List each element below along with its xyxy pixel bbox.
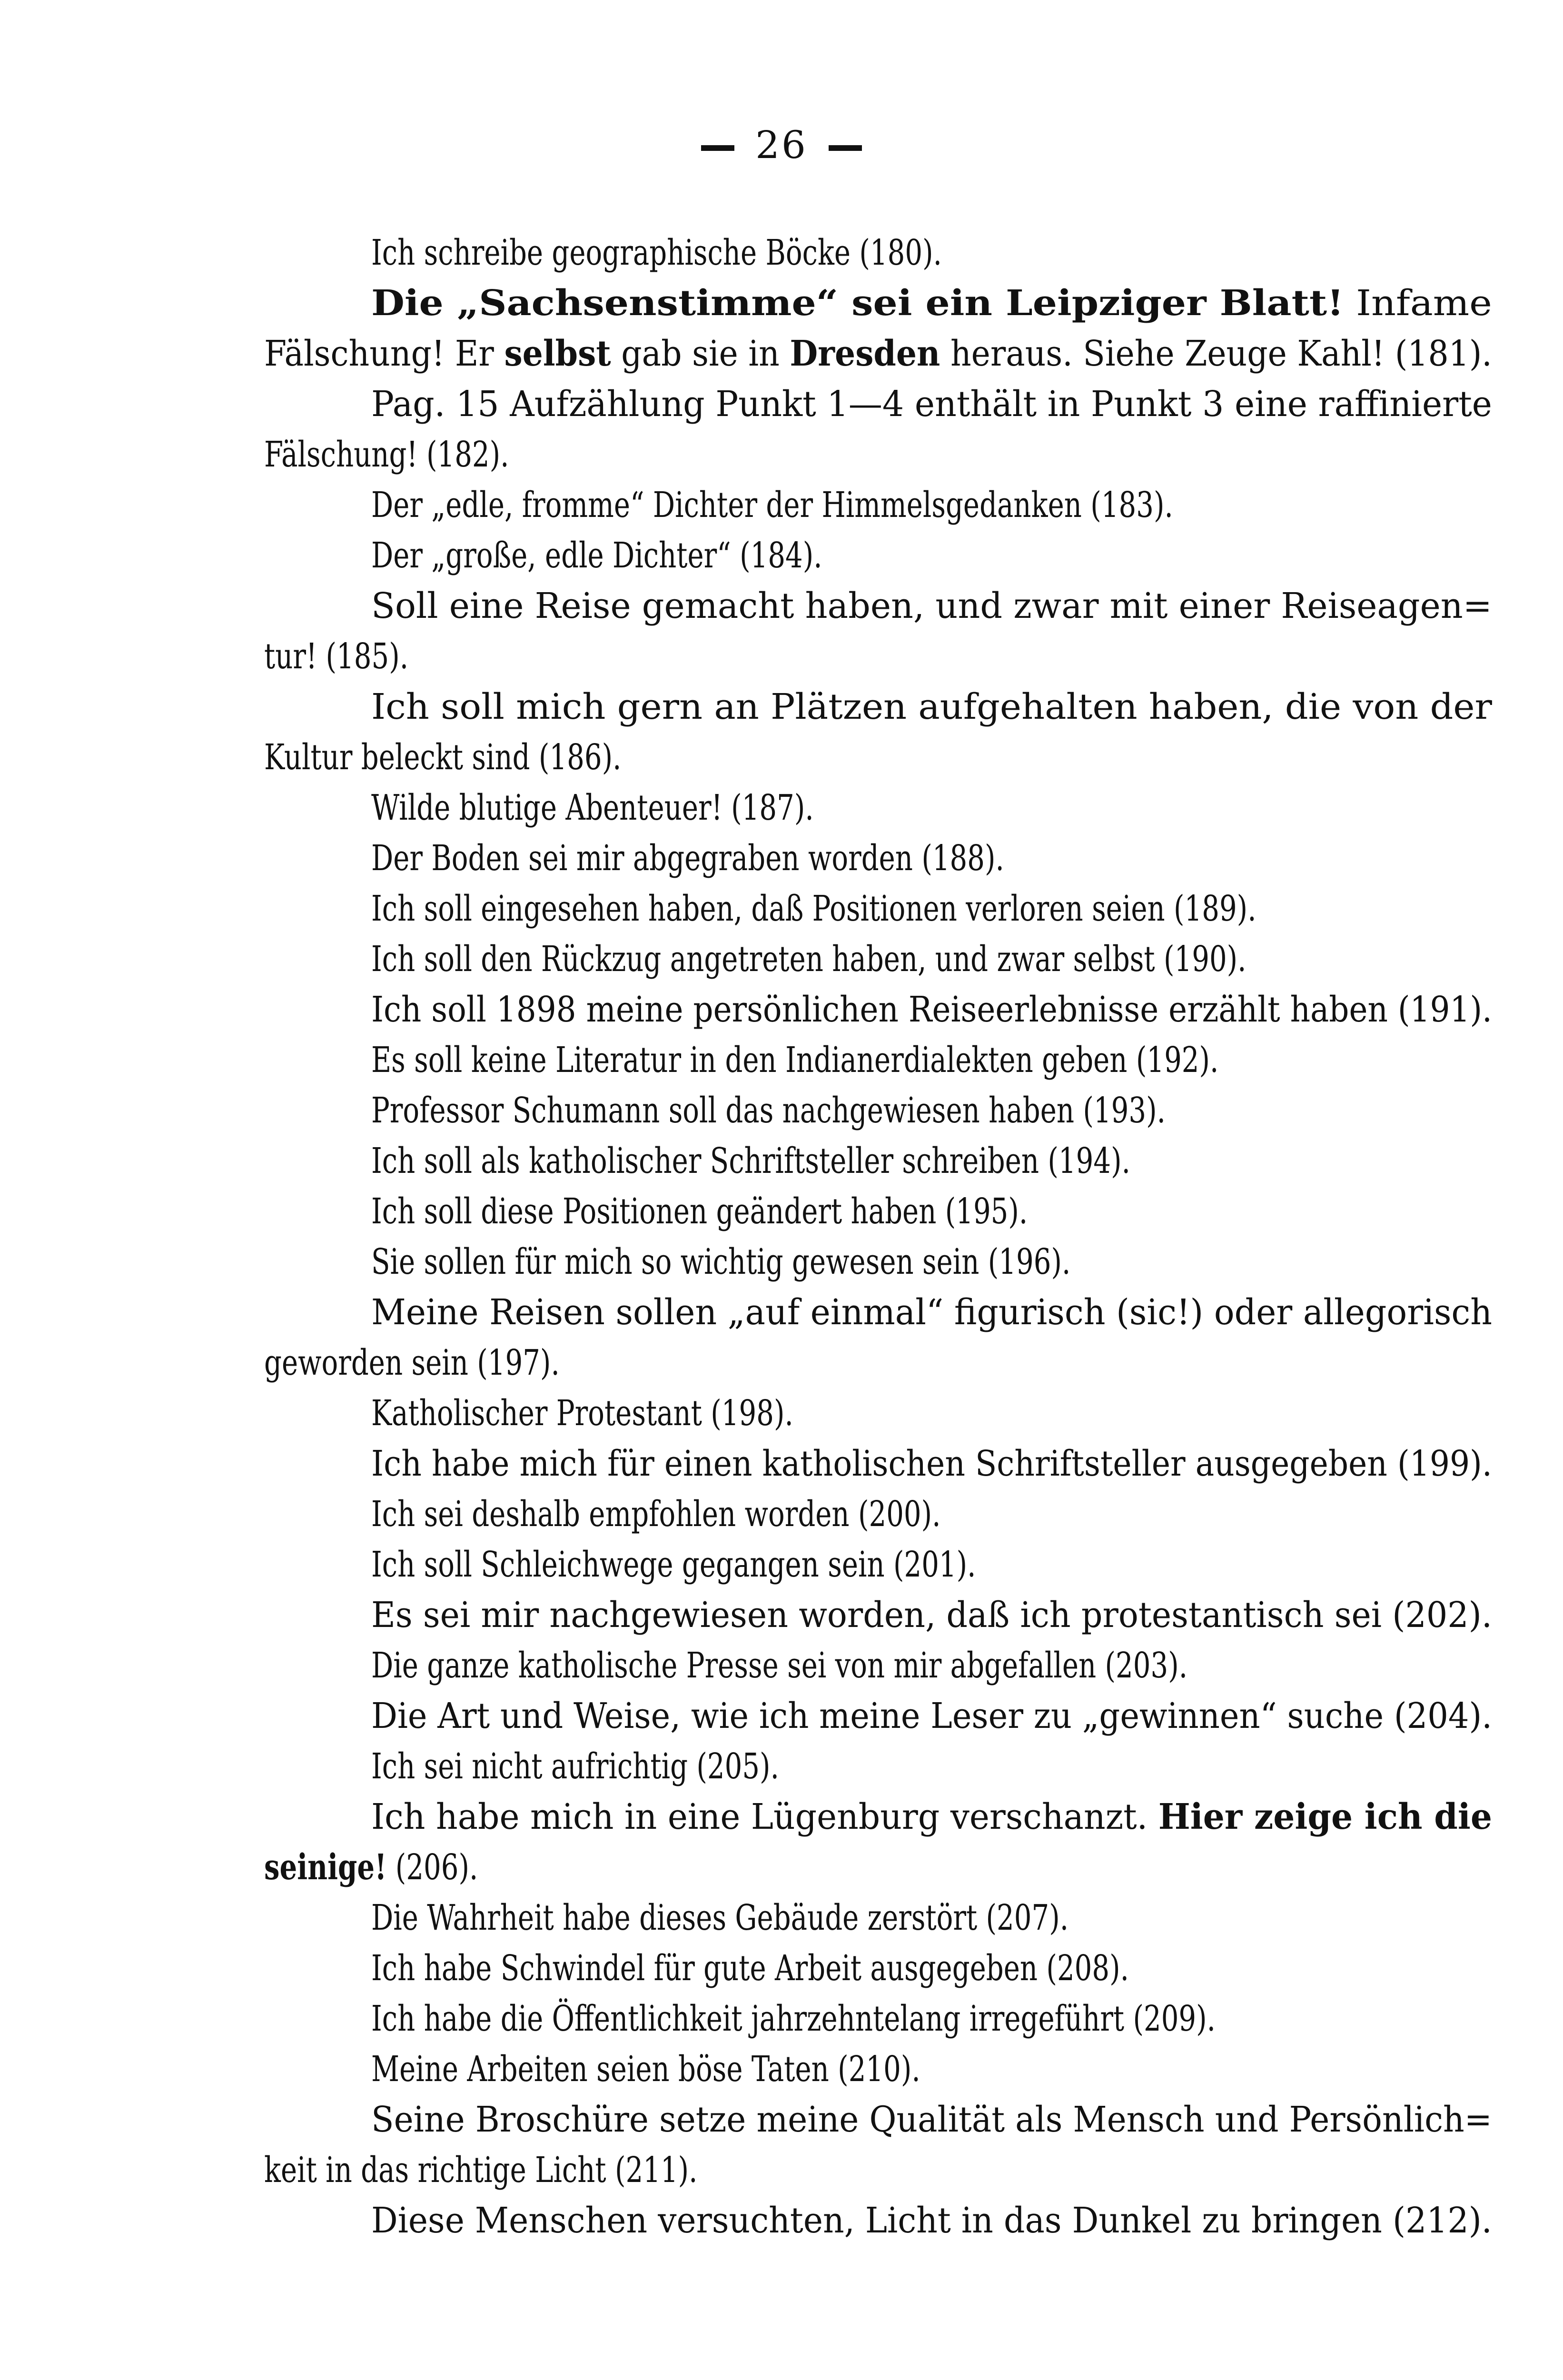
text-line-content bbox=[371, 1590, 1492, 1640]
text-line-content bbox=[371, 934, 1246, 984]
text-segment: heraus. Siehe Zeuge Kahl! (181). bbox=[940, 333, 1492, 374]
text-line-content bbox=[264, 732, 621, 783]
text-line bbox=[264, 1993, 1492, 2044]
text-line bbox=[264, 1186, 1492, 1237]
text-segment: Ich soll Schleichwege gegangen sein (201). bbox=[371, 1544, 976, 1585]
text-segment: Ich schreibe geographische Böcke (180). bbox=[371, 232, 942, 273]
text-line bbox=[264, 278, 1492, 328]
text-segment: Meine Reisen sollen „auf einmal“ figurisch (sic!) oder allegorisch bbox=[371, 1292, 1493, 1333]
text-line bbox=[264, 1035, 1492, 1085]
text-line-content bbox=[371, 2094, 1492, 2145]
page-number bbox=[0, 119, 1563, 171]
text-line bbox=[264, 429, 1492, 480]
text-line bbox=[264, 883, 1492, 934]
text-line-content bbox=[371, 1186, 1028, 1237]
text-line-content bbox=[371, 883, 1256, 934]
text-segment: Fälschung! (182). bbox=[264, 434, 509, 475]
text-line-content bbox=[371, 1893, 1068, 1943]
text-line bbox=[264, 1085, 1492, 1136]
text-segment: Kultur beleckt sind (186). bbox=[264, 737, 622, 778]
text-line bbox=[264, 1237, 1492, 1287]
emphasized-text: seinige! bbox=[264, 1847, 387, 1888]
text-segment: Die Art und Weise, wie ich meine Leser zu „gewinnen“ suche (204). bbox=[371, 1696, 1493, 1736]
text-line-content bbox=[264, 1338, 560, 1388]
text-line-content bbox=[371, 379, 1492, 429]
text-segment: Ich sei nicht aufrichtig (205). bbox=[371, 1746, 779, 1787]
text-line bbox=[264, 581, 1492, 631]
text-line-content bbox=[371, 228, 942, 278]
text-line-content bbox=[371, 530, 822, 581]
text-line-content bbox=[371, 1691, 1492, 1741]
emphasized-text: Hier zeige ich die bbox=[1158, 1796, 1492, 1837]
text-segment: Sie sollen für mich so wichtig gewesen sein (196). bbox=[371, 1241, 1071, 1282]
text-segment: Pag. 15 Aufzählung Punkt 1—4 enthält in Punkt 3 eine raffinierte bbox=[371, 384, 1492, 425]
text-segment: Ich habe Schwindel für gute Arbeit ausgegeben (208). bbox=[371, 1948, 1129, 1989]
emphasized-text: Dresden bbox=[790, 333, 940, 374]
body-text bbox=[264, 228, 1492, 2246]
text-segment: Ich habe die Öffentlichkeit jahrzehntelang irregeführt (209). bbox=[371, 1998, 1216, 2039]
text-segment: Seine Broschüre setze meine Qualität als Mensch und Persönlich= bbox=[371, 2099, 1492, 2140]
text-line-content bbox=[371, 1388, 793, 1438]
text-segment: Ich sei deshalb empfohlen worden (200). bbox=[371, 1494, 941, 1535]
text-line bbox=[264, 328, 1492, 379]
text-line bbox=[264, 934, 1492, 984]
text-line-content bbox=[371, 1136, 1130, 1186]
page-number-value: 26 bbox=[755, 123, 808, 167]
emphasized-text: selbst bbox=[504, 333, 611, 374]
text-line bbox=[264, 1136, 1492, 1186]
text-segment: Professor Schumann soll das nachgewiesen haben (193). bbox=[371, 1090, 1166, 1131]
text-segment: tur! (185). bbox=[264, 636, 409, 677]
text-segment: Der Boden sei mir abgegraben worden (188). bbox=[371, 838, 1004, 879]
text-segment: Diese Menschen versuchten, Licht in das Dunkel zu bringen (212). bbox=[371, 2200, 1492, 2241]
text-segment: Die ganze katholische Presse sei von mir abgefallen (203). bbox=[371, 1645, 1188, 1686]
text-line bbox=[264, 984, 1492, 1035]
text-line-content bbox=[264, 2145, 698, 2195]
text-segment: Ich soll den Rückzug angetreten haben, und zwar selbst (190). bbox=[371, 939, 1246, 980]
text-line bbox=[264, 1741, 1492, 1792]
text-line bbox=[264, 379, 1492, 429]
text-line-content bbox=[371, 1741, 779, 1792]
text-segment: Die Wahrheit habe dieses Gebäude zerstört (207). bbox=[371, 1897, 1069, 1938]
text-line-content bbox=[371, 2044, 920, 2094]
text-line bbox=[264, 2195, 1492, 2246]
text-line bbox=[264, 732, 1492, 783]
text-line-content bbox=[371, 1489, 941, 1539]
text-segment: Ich soll mich gern an Plätzen aufgehalten haben, die von der bbox=[371, 686, 1492, 727]
text-line bbox=[264, 1943, 1492, 1993]
text-segment: Katholischer Protestant (198). bbox=[371, 1393, 793, 1434]
text-line-content bbox=[371, 984, 1492, 1035]
text-line bbox=[264, 1792, 1492, 1842]
text-line bbox=[264, 1842, 1492, 1893]
emphasized-text: Die „Sachsenstimme“ sei ein Leipziger Blatt! bbox=[371, 283, 1344, 324]
text-segment: (206). bbox=[386, 1847, 478, 1888]
text-line-content bbox=[371, 278, 1492, 328]
text-segment: Der „edle, fromme“ Dichter der Himmelsgedanken (183). bbox=[371, 485, 1173, 526]
text-line bbox=[264, 1893, 1492, 1943]
text-line bbox=[264, 2044, 1492, 2094]
text-segment: Infame bbox=[1344, 283, 1492, 324]
text-segment: Es sei mir nachgewiesen worden, daß ich protestantisch sei (202). bbox=[371, 1595, 1492, 1636]
text-segment: keit in das richtige Licht (211). bbox=[264, 2150, 698, 2191]
text-line-content bbox=[371, 1539, 976, 1590]
text-line bbox=[264, 1640, 1492, 1691]
text-segment: Fälschung! Er bbox=[264, 333, 505, 374]
text-segment: Ich soll 1898 meine persönlichen Reiseerlebnisse erzählt haben (191). bbox=[371, 989, 1492, 1030]
page-number-dash-right bbox=[829, 145, 862, 151]
text-line-content bbox=[264, 328, 1492, 379]
text-segment: Ich soll diese Positionen geändert haben (195). bbox=[371, 1191, 1028, 1232]
text-line bbox=[264, 228, 1492, 278]
text-line bbox=[264, 1590, 1492, 1640]
text-segment: geworden sein (197). bbox=[264, 1342, 560, 1383]
page-number-dash-left bbox=[701, 145, 734, 151]
text-line-content bbox=[371, 1993, 1216, 2044]
text-segment: Der „große, edle Dichter“ (184). bbox=[371, 535, 822, 576]
text-line-content bbox=[371, 1640, 1187, 1691]
text-segment: Es soll keine Literatur in den Indianerdialekten geben (192). bbox=[371, 1040, 1219, 1081]
text-line bbox=[264, 1539, 1492, 1590]
text-line bbox=[264, 530, 1492, 581]
text-line bbox=[264, 480, 1492, 530]
text-line-content bbox=[371, 1792, 1492, 1842]
text-line bbox=[264, 1438, 1492, 1489]
text-line-content bbox=[371, 2195, 1492, 2246]
text-segment: Ich soll eingesehen haben, daß Positionen verloren seien (189). bbox=[371, 888, 1256, 929]
text-line bbox=[264, 2094, 1492, 2145]
text-segment: gab sie in bbox=[611, 333, 790, 374]
text-line bbox=[264, 1691, 1492, 1741]
text-segment: Meine Arbeiten seien böse Taten (210). bbox=[371, 2049, 920, 2090]
text-line-content bbox=[264, 631, 408, 682]
text-line-content bbox=[371, 783, 814, 833]
text-line-content bbox=[371, 833, 1004, 883]
text-segment: Soll eine Reise gemacht haben, und zwar mit einer Reiseagen= bbox=[371, 585, 1492, 626]
text-line bbox=[264, 1489, 1492, 1539]
text-line bbox=[264, 1388, 1492, 1438]
text-line-content bbox=[264, 429, 509, 480]
text-line bbox=[264, 631, 1492, 682]
text-segment: Ich soll als katholischer Schriftsteller schreiben (194). bbox=[371, 1140, 1130, 1181]
text-segment: Ich habe mich für einen katholischen Schriftsteller ausgegeben (199). bbox=[371, 1443, 1492, 1484]
text-line-content bbox=[371, 1237, 1070, 1287]
text-line-content bbox=[371, 1035, 1218, 1085]
text-line-content bbox=[371, 480, 1173, 530]
text-line bbox=[264, 2145, 1492, 2195]
text-line-content bbox=[371, 1943, 1129, 1993]
text-line-content bbox=[371, 581, 1492, 631]
text-line-content bbox=[371, 1085, 1166, 1136]
text-line-content bbox=[371, 1438, 1492, 1489]
text-line-content bbox=[371, 1287, 1492, 1338]
text-line-content bbox=[264, 1842, 478, 1893]
text-segment: Ich habe mich in eine Lügenburg verschanzt. bbox=[371, 1796, 1158, 1837]
text-line bbox=[264, 1338, 1492, 1388]
text-line bbox=[264, 783, 1492, 833]
text-line bbox=[264, 833, 1492, 883]
text-line bbox=[264, 682, 1492, 732]
text-segment: Wilde blutige Abenteuer! (187). bbox=[371, 787, 814, 828]
text-line-content bbox=[371, 682, 1492, 732]
text-line bbox=[264, 1287, 1492, 1338]
